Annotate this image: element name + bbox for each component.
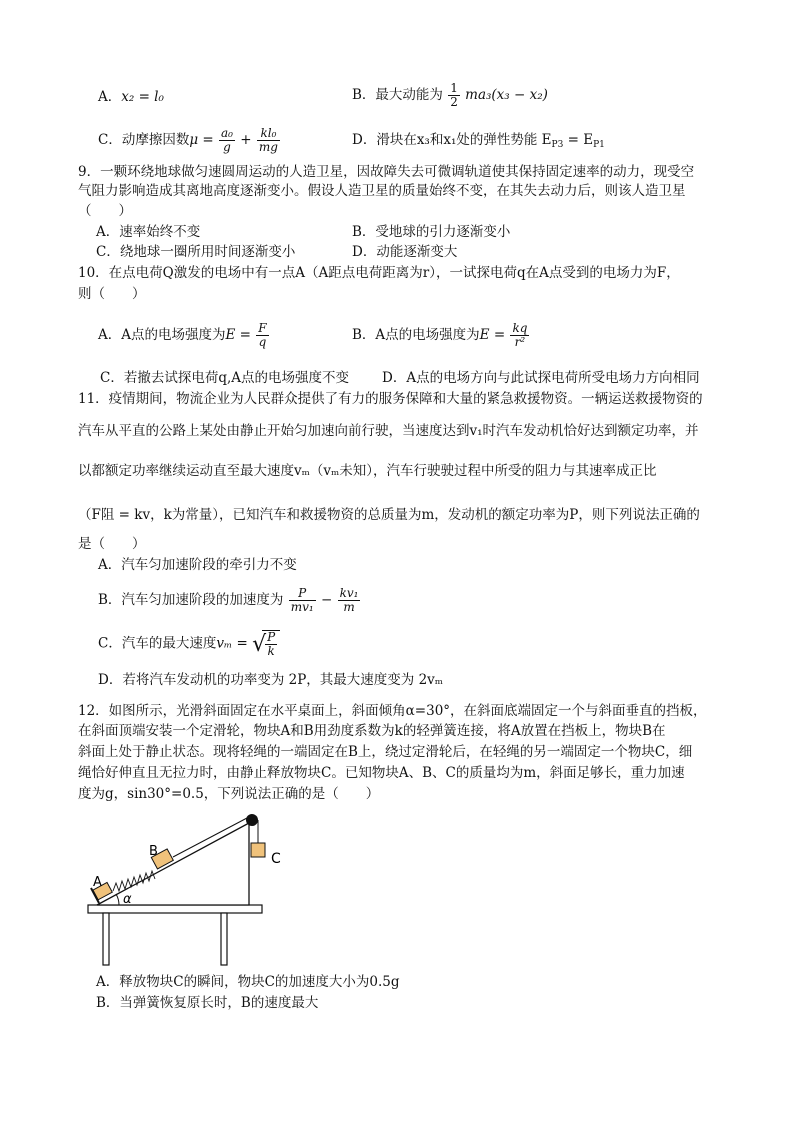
alpha-label: α	[123, 892, 132, 907]
q8-option-c: C．动摩擦因数μ = $\frac{\text{a₀}}{g}$ + $\frac{\text{kl₀}}{mg}$	[98, 126, 278, 154]
square-root: √ $\frac{P}{k}$	[252, 630, 280, 658]
fraction: $\frac{\text{kl₀}}{mg}$	[258, 126, 278, 154]
fraction: $\frac{\text{a₀}}{g}$	[221, 126, 233, 154]
incline	[97, 823, 249, 905]
q11-option-b: B．汽车匀加速阶段的加速度为 $\frac{P}{\text{mv₁}}$ − $\frac{\text{kv₁}}{m}$	[98, 586, 359, 614]
q11-stem-line3: 以都额定功率继续运动直至最大速度vₘ（vₘ未知），汽车行驶驶过程中所受的阻力与其速率成正比	[78, 463, 657, 479]
q10-option-a: A．A点的电场强度为E = $\frac{F}{q}$	[98, 321, 267, 349]
q8-option-a: A．x₂ = l₀	[98, 89, 164, 105]
q10-option-c: C．若撤去试探电荷q,A点的电场强度不变	[100, 370, 350, 386]
table-top	[88, 905, 262, 913]
label-c: C	[271, 851, 281, 867]
label-a: A	[93, 875, 102, 890]
q11-stem-line1: 11．疫情期间，物流企业为人民群众提供了有力的服务保障和大量的紧急救援物资。一辆运送救援物资的	[78, 391, 703, 407]
q12-stem-line2: 在斜面顶端安装一个定滑轮，物块A和B用劲度系数为k的轻弹簧连接，将A放置在挡板上，物块B在	[78, 723, 666, 739]
fraction: $\frac{F}{q}$	[258, 321, 267, 349]
table-leg-left	[103, 913, 109, 965]
fraction: $\frac{\text{kv₁}}{m}$	[339, 586, 359, 614]
q10-option-b: B．A点的电场强度为E = $\frac{kq}{\text{r²}}$	[352, 321, 528, 349]
q9-option-a: A．速率始终不变	[96, 224, 201, 240]
fraction: $\frac{1}{2}$	[450, 81, 458, 109]
q12-option-a: A．释放物块C的瞬间，物块C的加速度大小为0.5g	[96, 974, 400, 990]
q12-stem-line1: 12．如图所示，光滑斜面固定在水平桌面上，斜面倾角α=30°，在斜面底端固定一个与斜面垂直的挡板，	[78, 703, 707, 719]
q10-stem-line1: 10．在点电荷Q激发的电场中有一点A（A距点电荷距离为r），一试探电荷q在A点受到的电场力为F，	[78, 265, 680, 281]
block-c	[251, 843, 265, 857]
q11-stem-line4: （F阻 = kv，k为常量），已知汽车和救援物资的总质量为m，发动机的额定功率为P，则下列说法正确的	[78, 507, 700, 523]
q12-option-b: B．当弹簧恢复原长时，B的速度最大	[96, 995, 319, 1011]
q9-stem-line1: 9．一颗环绕地球做匀速圆周运动的人造卫星，因故障失去可微调轨道使其保持固定速率的动力，现受空	[78, 164, 695, 180]
q8-option-b: B．最大动能为 $\frac{1}{2}$ ma₃(x₃ − x₂)	[352, 81, 548, 109]
q9-stem-line2: 气阻力影响造成其离地高度逐渐变小。假设人造卫星的质量始终不变，在其失去动力后，则该人造卫星	[78, 183, 686, 199]
fraction: $\frac{kq}{\text{r²}}$	[512, 321, 528, 349]
q12-stem-line4: 绳恰好伸直且无拉力时，由静止释放物块C。已知物块A、B、C的质量均为m，斜面足够长，重力加速	[78, 765, 685, 781]
fraction: $\frac{P}{k}$	[267, 630, 276, 658]
q9-option-b: B．受地球的引力逐渐变小	[352, 224, 511, 240]
table-leg-right	[221, 913, 227, 965]
q11-stem-line5: 是（ ）	[78, 536, 146, 552]
q10-stem-line2: 则（ ）	[78, 286, 146, 302]
pulley	[246, 814, 258, 826]
q11-option-d: D．若将汽车发动机的功率变为 2P，其最大速度变为 2vₘ	[98, 672, 444, 688]
q12-stem-line5: 度为g，sin30°=0.5，下列说法正确的是（ ）	[78, 786, 380, 802]
q9-stem-line3: （ ）	[78, 203, 132, 219]
q9-option-c: C．绕地球一圈所用时间逐渐变小	[96, 244, 296, 260]
q11-option-a: A．汽车匀加速阶段的牵引力不变	[98, 557, 297, 573]
q11-option-c: C．汽车的最大速度vₘ = √ $\frac{P}{k}$	[98, 630, 280, 658]
q10-option-d: D．A点的电场方向与此试探电荷所受电场力方向相同	[382, 370, 700, 386]
q12-stem-line3: 斜面上处于静止状态。现将轻绳的一端固定在B上，绕过定滑轮后，在轻绳的另一端固定一个物块C，细	[78, 744, 693, 760]
fraction: $\frac{P}{\text{mv₁}}$	[290, 586, 314, 614]
incline-figure	[85, 805, 300, 970]
label-b: B	[149, 844, 158, 859]
q9-option-d: D．动能逐渐变大	[352, 244, 458, 260]
q11-stem-line2: 汽车从平直的公路上某处由静止开始匀加速向前行驶，当速度达到v₁时汽车发动机恰好达到额定功率，并	[78, 423, 699, 439]
q8-option-d: D．滑块在x₃和x₁处的弹性势能 $E_{P3} = E_{P1}$	[352, 132, 605, 150]
